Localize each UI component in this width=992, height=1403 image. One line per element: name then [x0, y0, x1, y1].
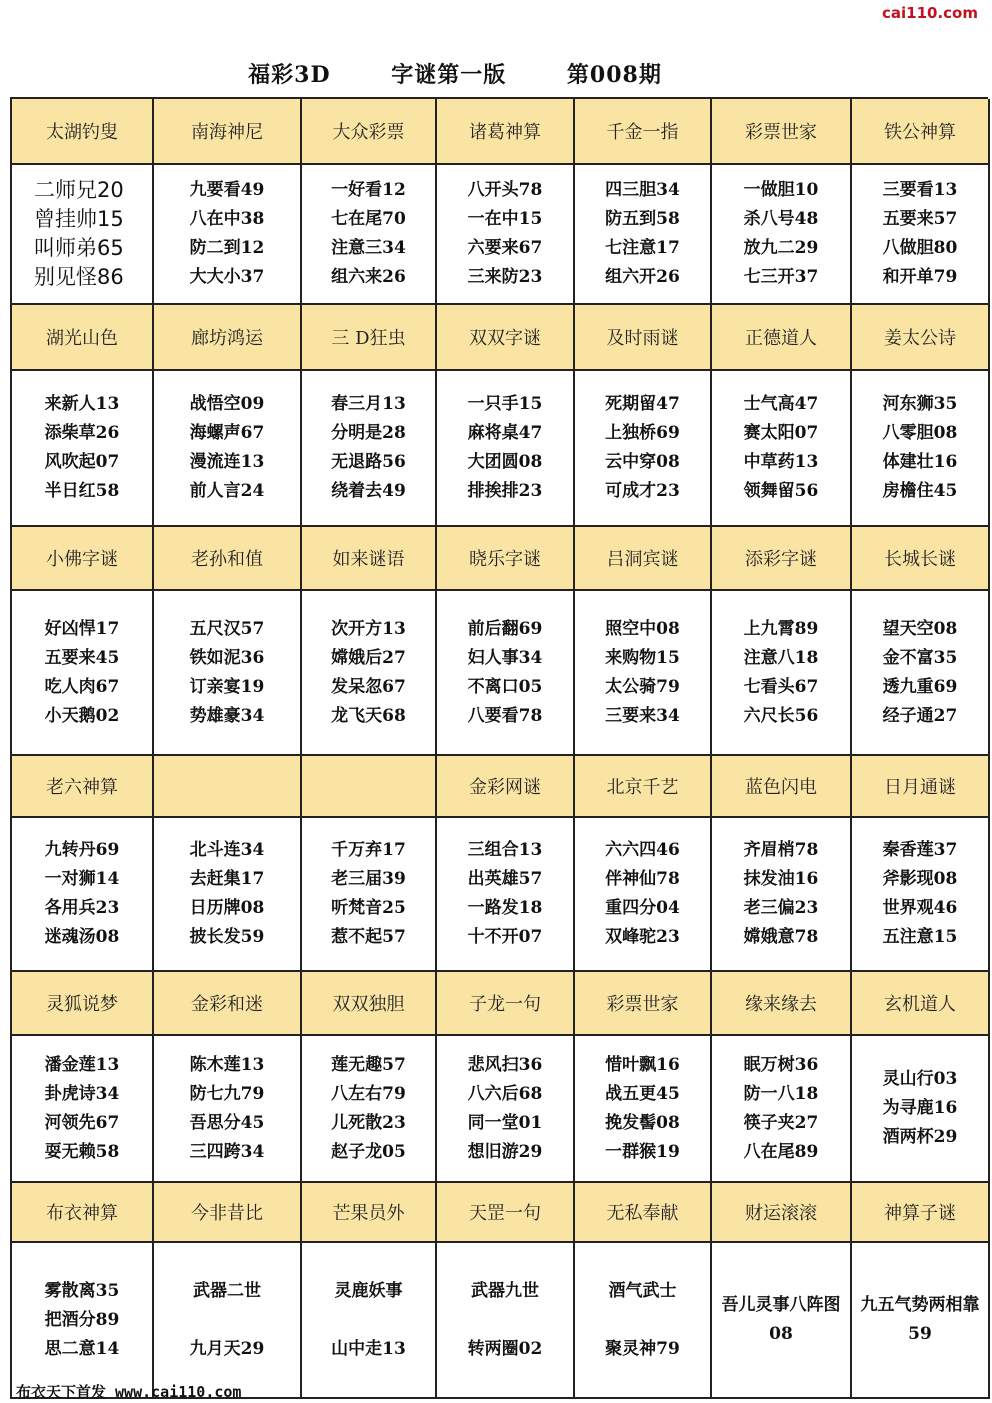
- riddle-cell: [712, 1036, 852, 1183]
- riddle-line: 九月天29: [189, 1338, 265, 1359]
- riddle-cell: [154, 1243, 302, 1399]
- riddle-line: 铁如泥36: [189, 647, 265, 668]
- author-header: 财运滚滚: [712, 1183, 852, 1243]
- riddle-line: 九转丹69: [44, 840, 120, 860]
- riddle-line: 别见怪86: [34, 265, 124, 289]
- author-header: 彩票世家: [712, 99, 852, 165]
- riddle-cell: [852, 371, 990, 527]
- site-brand-top: cai110.com: [882, 4, 978, 22]
- riddle-line: 迷魂汤08: [44, 927, 120, 947]
- riddle-line: 山中走13: [331, 1338, 406, 1359]
- riddle-line: 杀八号48: [743, 209, 819, 229]
- riddle-line: 老三偏23: [743, 898, 819, 918]
- riddle-cell: [575, 591, 712, 756]
- author-header: 太湖钓叟: [12, 99, 154, 165]
- riddle-cell: [12, 818, 154, 972]
- riddle-line: 注意三34: [331, 238, 406, 258]
- riddle-line: 惜叶飘16: [605, 1054, 680, 1075]
- riddle-line: 小天鹅02: [44, 705, 120, 726]
- riddle-line: 武器二世: [193, 1280, 261, 1301]
- riddle-line: 分明是28: [331, 423, 406, 443]
- riddle-cell: [12, 1243, 154, 1399]
- riddle-line: 放九二29: [743, 238, 819, 258]
- riddle-line: 二师兄20: [34, 178, 124, 202]
- riddle-line: 三四跨34: [189, 1141, 265, 1162]
- riddle-line: 为寻鹿16: [882, 1098, 958, 1118]
- riddle-line: 北斗连34: [189, 840, 265, 860]
- riddle-line: 儿死散23: [331, 1112, 406, 1133]
- riddle-cell: [575, 1243, 712, 1399]
- riddle-line: 眠万树36: [743, 1054, 819, 1075]
- riddle-line: 三要看13: [882, 180, 958, 200]
- riddle-line: 不离口05: [467, 676, 543, 697]
- riddle-line: 河东狮35: [882, 394, 958, 414]
- riddle-line: 经子通27: [882, 705, 958, 726]
- riddle-line: 七在尾70: [331, 209, 406, 229]
- riddle-line: 九五气势两相靠59: [860, 1295, 980, 1344]
- riddle-line: 注意八18: [743, 647, 819, 668]
- author-header: 姜太公诗: [852, 305, 990, 371]
- riddle-line: 半日红58: [44, 481, 120, 501]
- riddle-line: 秦香莲37: [882, 840, 958, 860]
- author-header: 吕洞宾谜: [575, 527, 712, 591]
- riddle-line: 绕着去49: [331, 481, 406, 501]
- title-lottery: 福彩3D: [248, 62, 331, 88]
- riddle-line: 七三开37: [743, 267, 819, 287]
- riddle-line: 陈木莲13: [189, 1054, 265, 1075]
- author-header: 芒果员外: [302, 1183, 437, 1243]
- footer-brand: 布衣天下首发 www.cai110.com: [16, 1383, 242, 1401]
- riddle-cell: [712, 591, 852, 756]
- riddle-line: 一对狮14: [44, 869, 120, 889]
- author-header: 金彩和迷: [154, 972, 302, 1036]
- riddle-cell: [712, 1243, 852, 1399]
- riddle-line: 齐眉梢78: [743, 840, 819, 860]
- riddle-line: 重四分04: [605, 898, 680, 918]
- riddle-line: 三要来34: [605, 705, 680, 726]
- riddle-line: 三来防23: [467, 267, 543, 287]
- riddle-cell: [302, 165, 437, 305]
- riddle-line: 一做胆10: [743, 180, 819, 200]
- riddle-line: 吃人肉67: [44, 676, 120, 697]
- riddle-line: 世界观46: [882, 898, 958, 918]
- riddle-line: 领舞留56: [743, 481, 819, 501]
- riddle-line: 七注意17: [605, 238, 680, 258]
- riddle-cell: [852, 818, 990, 972]
- riddle-line: 海螺声67: [189, 423, 265, 443]
- author-header: 湖光山色: [12, 305, 154, 371]
- riddle-line: 一群猴19: [605, 1141, 680, 1162]
- riddle-line: 排挨排23: [467, 481, 543, 501]
- author-header: 老孙和值: [154, 527, 302, 591]
- author-header: 正德道人: [712, 305, 852, 371]
- author-header: 双双字谜: [437, 305, 575, 371]
- riddle-line: 赛太阳07: [743, 423, 819, 443]
- riddle-line: 防二到12: [189, 238, 265, 258]
- riddle-line: 六尺长56: [743, 705, 819, 726]
- riddle-line: 八左右79: [331, 1083, 406, 1104]
- author-header: 灵狐说梦: [12, 972, 154, 1036]
- riddle-line: 耍无赖58: [44, 1141, 120, 1162]
- riddle-cell: [575, 818, 712, 972]
- riddle-cell: [437, 591, 575, 756]
- riddle-line: 战悟空09: [189, 394, 265, 414]
- riddle-line: 嫦娥后27: [331, 647, 406, 668]
- author-header: 廊坊鸿运: [154, 305, 302, 371]
- riddle-line: 伴神仙78: [605, 869, 680, 889]
- riddle-line: 来新人13: [44, 394, 120, 414]
- riddle-line: 六要来67: [467, 238, 543, 258]
- riddle-cell: [575, 371, 712, 527]
- riddle-line: 望天空08: [882, 618, 958, 639]
- riddle-cell: [575, 165, 712, 305]
- riddle-line: 房檐住45: [882, 481, 958, 501]
- riddle-line: 八做胆80: [882, 238, 958, 258]
- riddle-line: 防一八18: [743, 1083, 819, 1104]
- riddle-line: 老三届39: [331, 869, 406, 889]
- riddle-line: 河领先67: [44, 1112, 120, 1133]
- riddle-line: 一路发18: [467, 898, 543, 918]
- riddle-line: 筷子夹27: [743, 1112, 819, 1133]
- riddle-cell: [12, 591, 154, 756]
- riddle-line: 一好看12: [331, 180, 406, 200]
- author-header: 布衣神算: [12, 1183, 154, 1243]
- riddle-line: 和开单79: [882, 267, 958, 287]
- riddle-line: 五注意15: [882, 927, 958, 947]
- author-header: 彩票世家: [575, 972, 712, 1036]
- riddle-line: 听梵音25: [331, 898, 406, 918]
- riddle-line: 八在中38: [189, 209, 265, 229]
- riddle-line: 六六四46: [605, 840, 680, 860]
- riddle-line: 三组合13: [467, 840, 543, 860]
- riddle-line: 龙飞天68: [331, 705, 406, 726]
- riddle-line: 五尺汉57: [189, 618, 265, 639]
- author-header: 北京千艺: [575, 756, 712, 818]
- riddle-line: 日历牌08: [189, 898, 265, 918]
- author-header: 缘来缘去: [712, 972, 852, 1036]
- riddle-cell: [302, 1036, 437, 1183]
- riddle-line: 转两圈02: [467, 1338, 543, 1359]
- riddle-line: 八六后68: [467, 1083, 543, 1104]
- author-header: 千金一指: [575, 99, 712, 165]
- riddle-line: 一在中15: [467, 209, 543, 229]
- author-header: 日月通谜: [852, 756, 990, 818]
- riddle-line: 好凶悍17: [44, 618, 120, 639]
- riddle-cell: [437, 1243, 575, 1399]
- riddle-line: 妇人事34: [467, 647, 543, 668]
- author-header: 铁公神算: [852, 99, 990, 165]
- riddle-line: 势雄豪34: [189, 705, 265, 726]
- riddle-line: 潘金莲13: [44, 1054, 120, 1075]
- author-header: 诸葛神算: [437, 99, 575, 165]
- riddle-line: 千万弃17: [331, 840, 406, 860]
- riddle-line: 大团圆08: [467, 452, 543, 472]
- riddle-cell: [437, 1036, 575, 1183]
- riddle-line: 双峰驼23: [605, 927, 680, 947]
- riddle-cell: [712, 371, 852, 527]
- riddle-line: 挽发髻08: [605, 1112, 680, 1133]
- riddle-line: 五要来45: [44, 647, 120, 668]
- riddle-line: 出英雄57: [467, 869, 543, 889]
- riddle-cell: [712, 165, 852, 305]
- riddle-line: 云中穿08: [605, 452, 680, 472]
- riddle-line: 抹发油16: [743, 869, 819, 889]
- riddle-line: 透九重69: [882, 676, 958, 697]
- riddle-line: 一只手15: [467, 394, 543, 414]
- riddle-line: 九要看49: [189, 180, 265, 200]
- title-edition: 字谜第一版: [391, 62, 507, 88]
- page-title: [0, 58, 910, 89]
- riddle-line: 去赶集17: [189, 869, 265, 889]
- author-header: 神算子谜: [852, 1183, 990, 1243]
- riddle-cell: [852, 1243, 990, 1399]
- riddle-line: 各用兵23: [44, 898, 120, 918]
- riddle-cell: [437, 165, 575, 305]
- riddle-line: 麻将桌47: [467, 423, 543, 443]
- riddle-line: 赵子龙05: [331, 1141, 406, 1162]
- riddle-cell: [154, 818, 302, 972]
- riddle-line: 惹不起57: [331, 927, 406, 947]
- riddle-line: 酒气武士: [608, 1280, 677, 1301]
- riddle-line: 中草药13: [743, 452, 819, 472]
- riddle-line: 五要来57: [882, 209, 958, 229]
- riddle-table: [10, 97, 988, 1399]
- riddle-line: 吾思分45: [189, 1112, 265, 1133]
- author-header: [154, 756, 302, 818]
- riddle-line: 七看头67: [743, 676, 819, 697]
- riddle-line: 发呆忽67: [331, 676, 406, 697]
- riddle-line: 上独桥69: [605, 423, 680, 443]
- riddle-line: 嫦娥意78: [743, 927, 819, 947]
- author-header: 三 D狂虫: [302, 305, 437, 371]
- riddle-line: 聚灵神79: [605, 1338, 680, 1359]
- riddle-line: 订亲宴19: [189, 676, 265, 697]
- riddle-cell: [302, 371, 437, 527]
- riddle-line: 组六开26: [605, 267, 680, 287]
- riddle-line: 添柴草26: [44, 423, 120, 443]
- riddle-line: 莲无趣57: [331, 1054, 406, 1075]
- author-header: 金彩网谜: [437, 756, 575, 818]
- riddle-cell: [437, 371, 575, 527]
- riddle-line: 金不富35: [882, 647, 958, 668]
- title-issue: 第008期: [566, 62, 662, 88]
- riddle-line: 战五更45: [605, 1083, 680, 1104]
- riddle-line: 把酒分89: [44, 1309, 120, 1330]
- author-header: 大众彩票: [302, 99, 437, 165]
- riddle-line: 风吹起07: [44, 452, 120, 472]
- author-header: 小佛字谜: [12, 527, 154, 591]
- riddle-line: 斧影现08: [882, 869, 958, 889]
- riddle-cell: [302, 1243, 437, 1399]
- riddle-line: 士气高47: [743, 394, 819, 414]
- riddle-cell: [154, 591, 302, 756]
- riddle-line: 防五到58: [605, 209, 680, 229]
- riddle-line: 酒两杯29: [882, 1127, 958, 1147]
- riddle-line: 披长发59: [189, 927, 265, 947]
- author-header: 及时雨谜: [575, 305, 712, 371]
- riddle-cell: [437, 818, 575, 972]
- riddle-line: 大大小37: [189, 267, 265, 287]
- riddle-line: 思二意14: [44, 1338, 120, 1359]
- riddle-line: 雾散离35: [44, 1280, 120, 1301]
- author-header: 双双独胆: [302, 972, 437, 1036]
- riddle-line: 八开头78: [467, 180, 543, 200]
- riddle-line: 来购物15: [605, 647, 680, 668]
- riddle-line: 八要看78: [467, 705, 543, 726]
- riddle-cell: [12, 165, 154, 305]
- riddle-line: 死期留47: [605, 394, 680, 414]
- riddle-cell: [575, 1036, 712, 1183]
- riddle-cell: [12, 1036, 154, 1183]
- author-header: 蓝色闪电: [712, 756, 852, 818]
- riddle-cell: [712, 818, 852, 972]
- riddle-line: 照空中08: [605, 618, 680, 639]
- riddle-line: 悲风扫36: [467, 1054, 543, 1075]
- riddle-line: 曾挂帅15: [34, 207, 124, 231]
- author-header: 天罡一句: [437, 1183, 575, 1243]
- author-header: [302, 756, 437, 818]
- riddle-line: 十不开07: [467, 927, 543, 947]
- riddle-line: 同一堂01: [467, 1112, 543, 1133]
- riddle-cell: [154, 165, 302, 305]
- author-header: 添彩字谜: [712, 527, 852, 591]
- riddle-line: 四三胆34: [605, 180, 680, 200]
- riddle-line: 组六来26: [331, 267, 406, 287]
- riddle-line: 前后翻69: [467, 618, 543, 639]
- riddle-line: 可成才23: [605, 481, 680, 501]
- riddle-line: 灵鹿妖事: [334, 1280, 403, 1301]
- riddle-cell: [302, 818, 437, 972]
- riddle-line: 上九霄89: [743, 618, 819, 639]
- author-header: 玄机道人: [852, 972, 990, 1036]
- riddle-line: 春三月13: [331, 394, 406, 414]
- riddle-cell: [852, 165, 990, 305]
- riddle-line: 无退路56: [331, 452, 406, 472]
- riddle-cell: [852, 1036, 990, 1183]
- riddle-line: 八在尾89: [743, 1141, 819, 1162]
- author-header: 南海神尼: [154, 99, 302, 165]
- riddle-cell: [154, 1036, 302, 1183]
- riddle-line: 体建壮16: [882, 452, 958, 472]
- riddle-line: 前人言24: [189, 481, 265, 501]
- author-header: 子龙一句: [437, 972, 575, 1036]
- author-header: 无私奉献: [575, 1183, 712, 1243]
- author-header: 晓乐字谜: [437, 527, 575, 591]
- riddle-cell: [852, 591, 990, 756]
- riddle-cell: [154, 371, 302, 527]
- riddle-line: 想旧游29: [467, 1141, 543, 1162]
- riddle-line: 武器九世: [471, 1280, 539, 1301]
- riddle-line: 卦虎诗34: [44, 1083, 120, 1104]
- riddle-line: 灵山行03: [882, 1069, 958, 1089]
- riddle-cell: [12, 371, 154, 527]
- riddle-line: 次开方13: [331, 618, 406, 639]
- author-header: 今非昔比: [154, 1183, 302, 1243]
- riddle-line: 太公骑79: [605, 676, 680, 697]
- riddle-line: 叫师弟65: [34, 236, 124, 260]
- riddle-cell: [302, 591, 437, 756]
- author-header: 长城长谜: [852, 527, 990, 591]
- author-header: 老六神算: [12, 756, 154, 818]
- riddle-line: 吾儿灵事八阵图08: [721, 1295, 841, 1344]
- author-header: 如来谜语: [302, 527, 437, 591]
- riddle-line: 八零胆08: [882, 423, 958, 443]
- riddle-line: 防七九79: [189, 1083, 265, 1104]
- riddle-line: 漫流连13: [189, 452, 265, 472]
